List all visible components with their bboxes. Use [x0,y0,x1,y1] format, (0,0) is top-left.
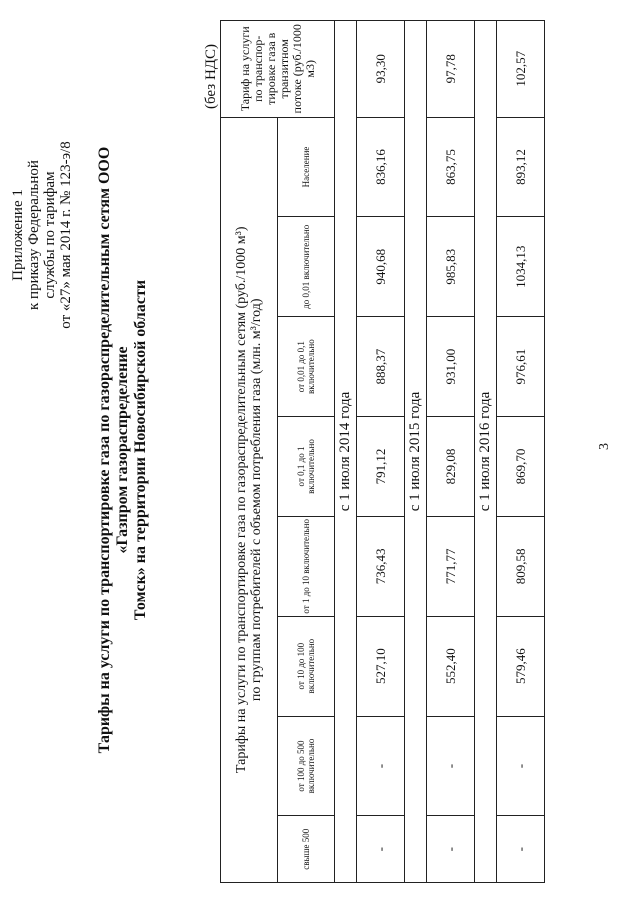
transit-header: Тариф на услуги по транспор-тировке газа в транзитном потоке (руб./1000 м3) [221,21,335,118]
table-row [497,21,545,883]
appendix-header [10,105,74,365]
table-cell: 829,08 [427,417,475,517]
table-cell: 809,58 [497,516,545,616]
table-cell: - [497,816,545,883]
table-cell: - [497,716,545,816]
main-header-cell [221,117,278,882]
table-cell: 976,61 [497,317,545,417]
table-cell: 888,37 [357,317,405,417]
table-cell: 93,30 [357,21,405,118]
table-cell: 940,68 [357,217,405,317]
table-cell: 1034,13 [497,217,545,317]
table-cell: 985,83 [427,217,475,317]
appendix-line: Приложение 1 [10,189,26,281]
table-cell: 579,46 [497,616,545,716]
appendix-line: службы по тарифам [42,171,58,299]
table-cell: - [357,816,405,883]
table-cell: 527,10 [357,616,405,716]
group-header: от 1 до 10 включительно [278,516,335,616]
group-header: свыше 500 [278,816,335,883]
table-cell: - [357,716,405,816]
table-cell: 102,57 [497,21,545,118]
title-line: Тарифы на услуги по транспортировке газа по газораспределительным сетям ООО «Газпром газораспределение [96,146,131,754]
page-number: 3 [597,443,612,450]
group-header: от 100 до 500 включительно [278,716,335,816]
table-cell: 736,43 [357,516,405,616]
table-row [427,21,475,883]
table-cell: - [427,716,475,816]
table-cell: - [427,816,475,883]
table-cell: 552,40 [427,616,475,716]
table-cell: 869,70 [497,417,545,517]
table-cell: 836,16 [357,117,405,217]
group-header: от 0,01 до 0,1 включительно [278,317,335,417]
table-cell: 791,12 [357,417,405,517]
sub-header: по группам потребителей с объемом потребления газа (млн. м³/год) [249,298,264,702]
table-cell: 97,78 [427,21,475,118]
main-header: Тарифы на услуги по транспортировке газа по газораспределительным сетям (руб./1000 м³) [234,226,249,774]
group-header: от 0,1 до 1 включительно [278,417,335,517]
document-title [96,115,150,785]
group-header: до 0,01 включительно [278,217,335,317]
tariff-table [220,20,545,883]
table-cell: 893,12 [497,117,545,217]
period-label: с 1 июля 2014 года [335,21,357,883]
group-header: Население [278,117,335,217]
table-cell: 771,77 [427,516,475,616]
appendix-line: к приказу Федеральной [26,160,42,310]
table-row [357,21,405,883]
appendix-line: от «27» мая 2014 г. № 123-э/8 [58,141,74,329]
period-label: с 1 июля 2015 года [405,21,427,883]
period-label: с 1 июля 2016 года [475,21,497,883]
title-line: Томск» на территории Новосибирской области [132,279,149,621]
group-header: от 10 до 100 включительно [278,616,335,716]
vat-note: (без НДС) [203,43,219,109]
table-cell: 931,00 [427,317,475,417]
table-cell: 863,75 [427,117,475,217]
